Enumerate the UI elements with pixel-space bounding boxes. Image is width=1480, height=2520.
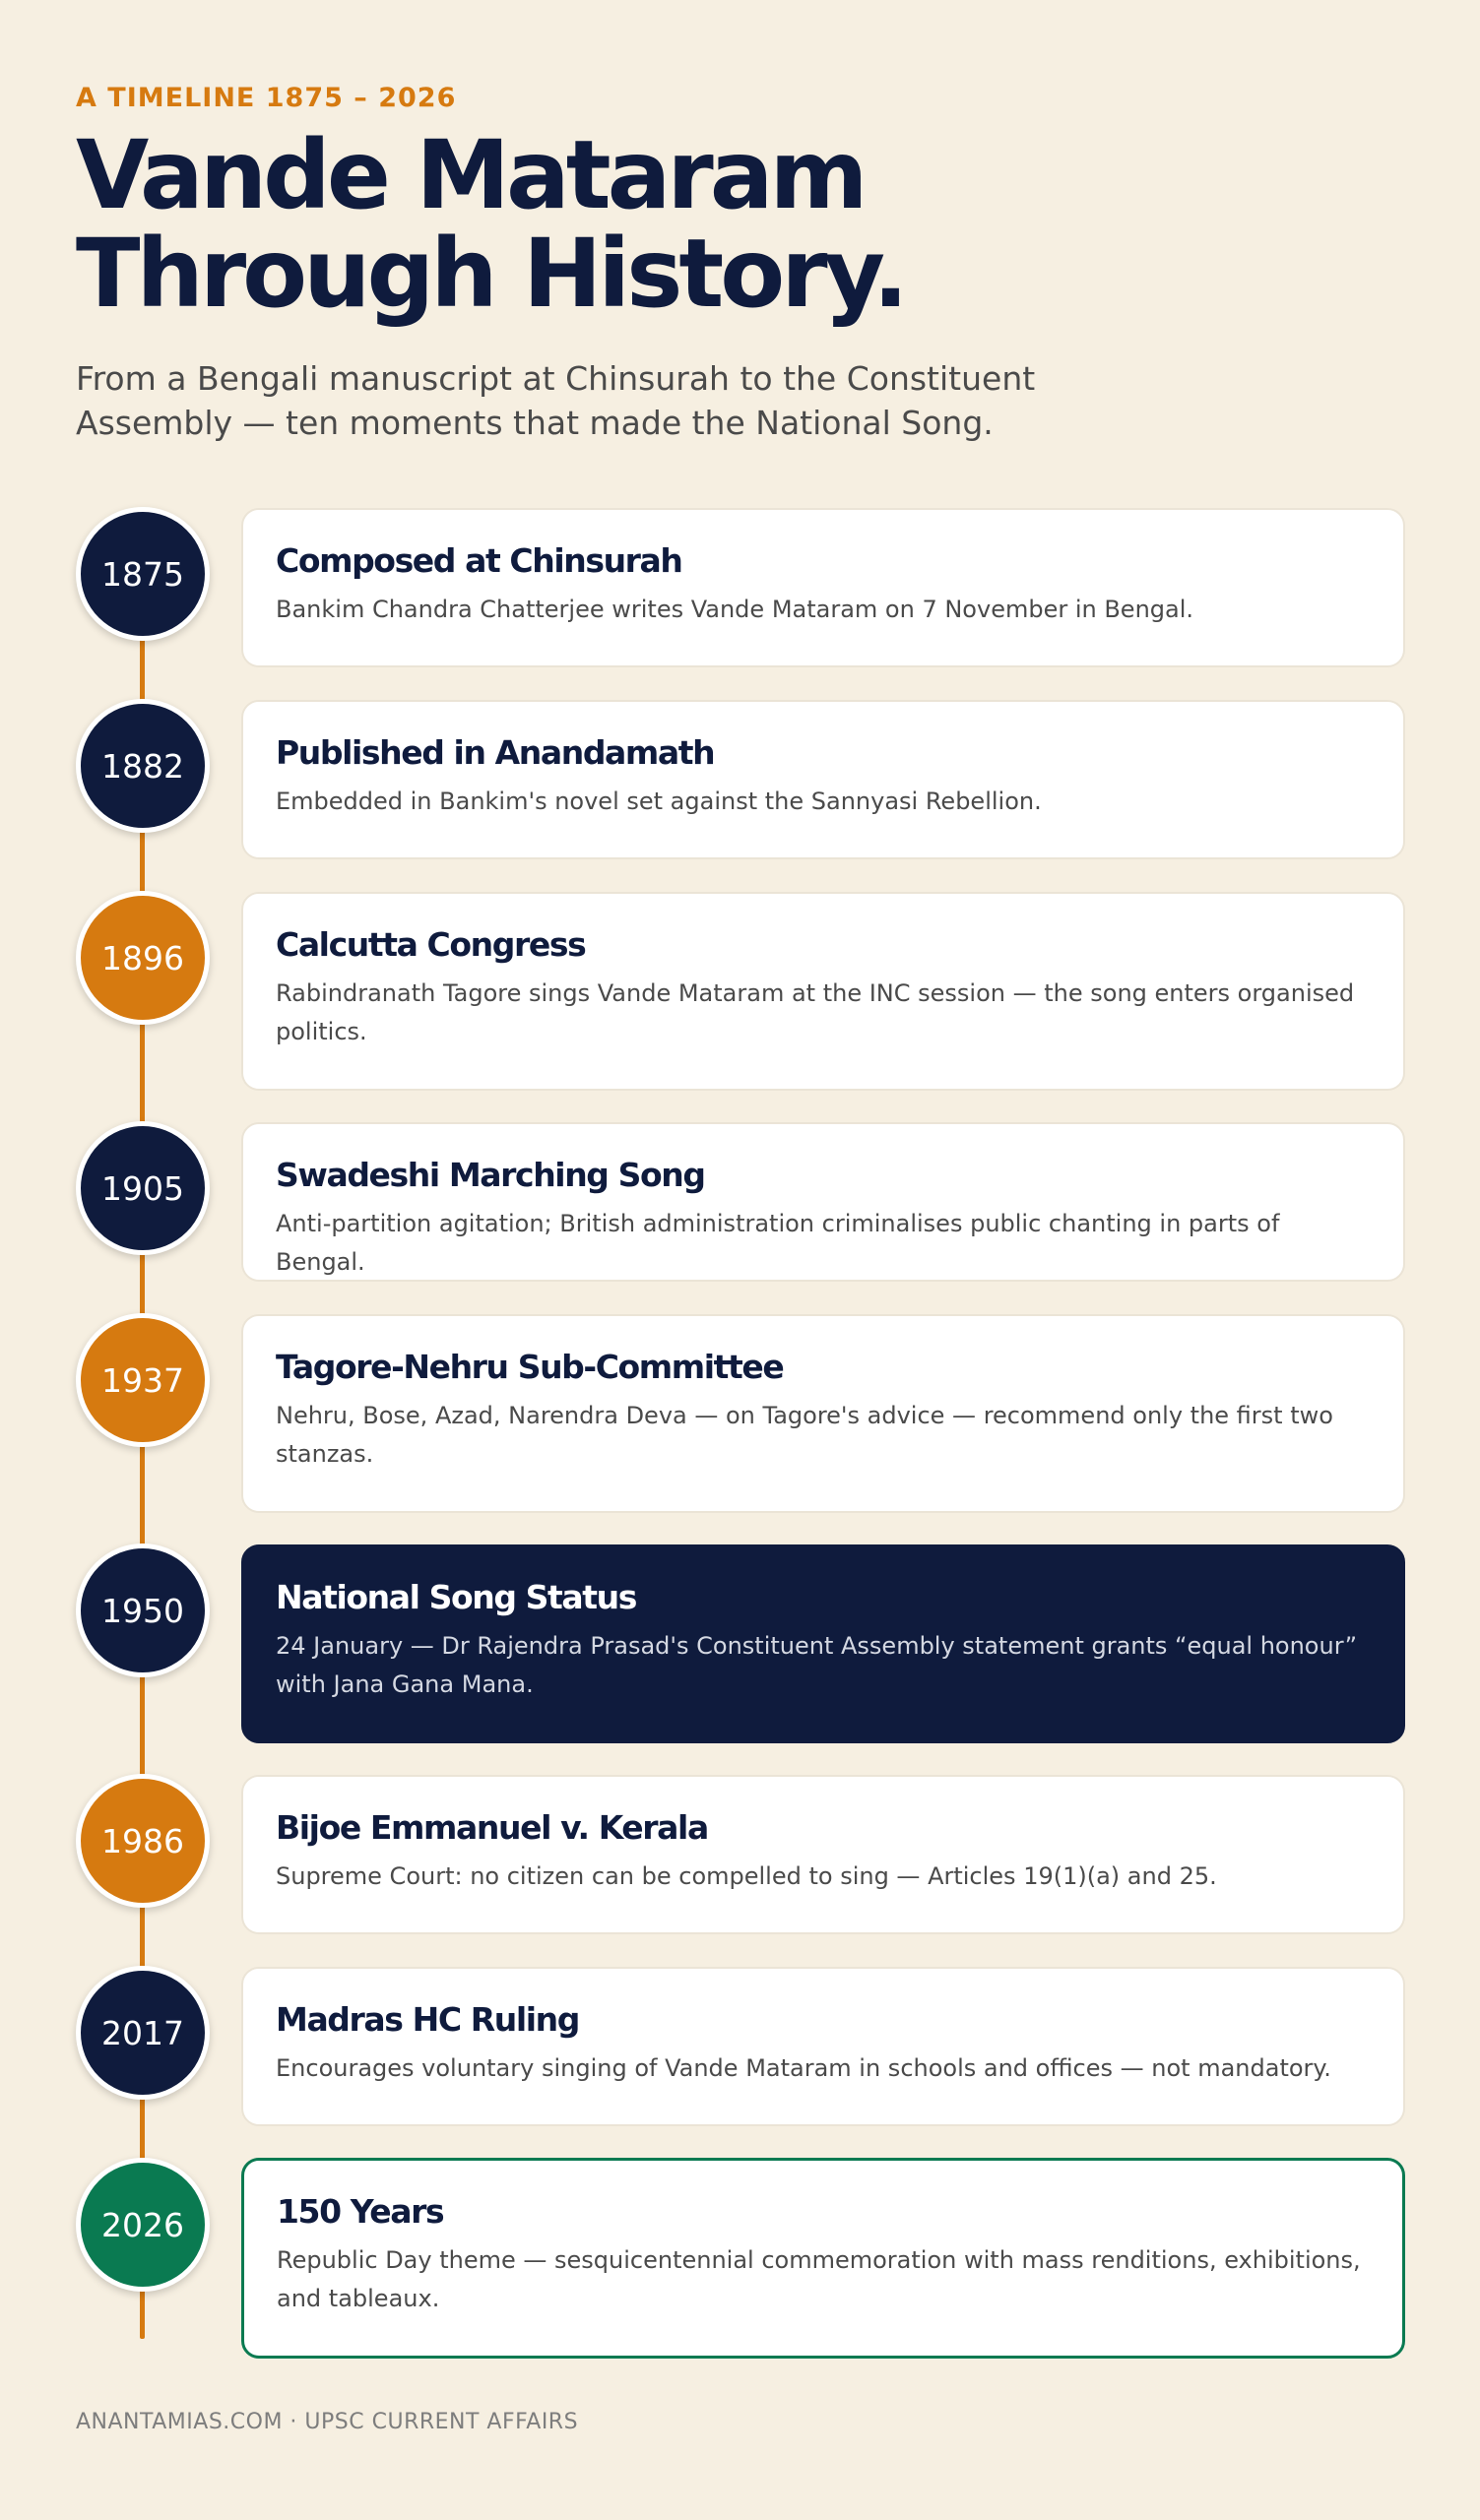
event-card — [241, 700, 1405, 859]
year-badge: 1905 — [76, 1121, 210, 1255]
event-description: Republic Day theme — sesquicentennial commemoration with mass renditions, exhibitions, and tableaux. — [277, 2246, 1361, 2312]
event-description: Encourages voluntary singing of Vande Mataram in schools and offices — not mandatory. — [276, 2054, 1331, 2082]
event-card — [241, 1314, 1405, 1513]
page-title-line-2: Through History. — [76, 219, 905, 329]
event-description: Rabindranath Tagore sings Vande Mataram at the INC session — the song enters organised politics. — [276, 979, 1355, 1045]
event-title: Madras HC Ruling — [276, 2000, 579, 2039]
year-badge: 1875 — [76, 507, 210, 641]
event-card — [241, 508, 1405, 667]
year-badge: 2026 — [76, 2158, 210, 2292]
event-card — [241, 892, 1405, 1091]
event-title: Published in Anandamath — [276, 733, 715, 772]
page-title-line-1: Vande Mataram — [76, 120, 865, 230]
year-badge: 1882 — [76, 699, 210, 833]
event-description: Supreme Court: no citizen can be compelled to sing — Articles 19(1)(a) and 25. — [276, 1862, 1217, 1890]
event-card — [241, 1775, 1405, 1934]
event-title: Bijoe Emmanuel v. Kerala — [276, 1808, 708, 1847]
year-badge: 1950 — [76, 1544, 210, 1677]
event-title: Composed at Chinsurah — [276, 541, 682, 580]
event-title: Tagore-Nehru Sub-Committee — [276, 1348, 784, 1386]
event-card — [241, 1967, 1405, 2126]
page-subtitle: From a Bengali manuscript at Chinsurah to the Constituent Assembly — ten moments that made the National Song. — [76, 359, 1036, 442]
event-card-outlined — [241, 2158, 1405, 2359]
event-description: Bankim Chandra Chatterjee writes Vande Mataram on 7 November in Bengal. — [276, 596, 1194, 623]
event-description: Anti-partition agitation; British administration criminalises public chanting in parts of Bengal. — [276, 1210, 1280, 1276]
eyebrow-label: A TIMELINE 1875 – 2026 — [76, 83, 457, 113]
page-title — [76, 120, 1404, 329]
event-card — [241, 1122, 1405, 1282]
footer-credit: ANANTAMIAS.COM · UPSC CURRENT AFFAIRS — [76, 2410, 579, 2434]
event-title: Calcutta Congress — [276, 925, 586, 964]
event-card-highlighted — [241, 1544, 1405, 1743]
year-badge: 1937 — [76, 1313, 210, 1447]
event-title: 150 Years — [277, 2192, 444, 2231]
year-badge: 1986 — [76, 1774, 210, 1908]
event-description: Nehru, Bose, Azad, Narendra Deva — on Tagore's advice — recommend only the first two stanzas. — [276, 1402, 1333, 1468]
year-badge: 1896 — [76, 891, 210, 1025]
event-description: Embedded in Bankim's novel set against the Sannyasi Rebellion. — [276, 788, 1042, 815]
event-title: National Song Status — [276, 1578, 636, 1616]
event-description: 24 January — Dr Rajendra Prasad's Constituent Assembly statement grants “equal honour” with Jana Gana Mana. — [276, 1632, 1358, 1698]
event-title: Swadeshi Marching Song — [276, 1156, 705, 1194]
year-badge: 2017 — [76, 1966, 210, 2100]
